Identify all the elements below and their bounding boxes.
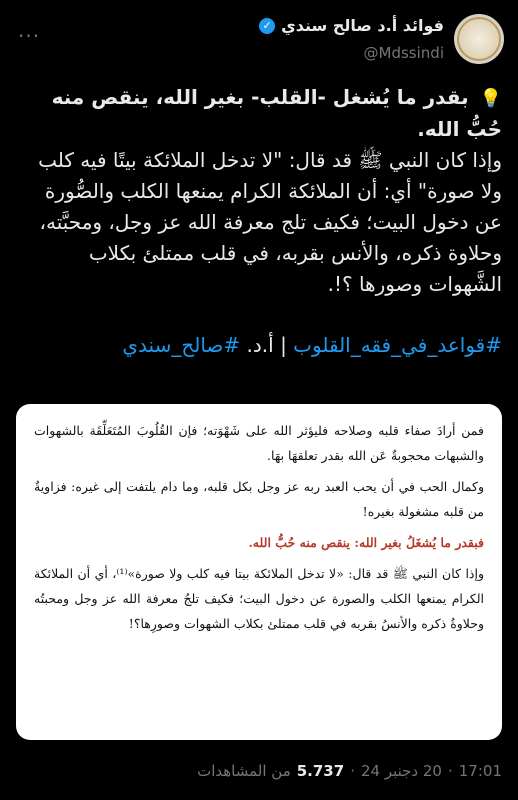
headline-text: بقدر ما يُشغل -القلب- بغير الله، ينقص منه حُبُّ الله. <box>51 85 502 141</box>
separator-dot: · <box>350 762 355 780</box>
separator-dot: · <box>447 762 453 780</box>
tweet-header <box>0 10 518 70</box>
image-paragraph: وكمال الحب في أن يحب العبد ربه عز وجل بكل قلبه، وما دام يلتفت إلى غيره: فزاويةٌ من قلبه مشغولة بغيره! <box>34 479 484 519</box>
attached-image[interactable] <box>16 404 502 740</box>
tweet-time[interactable]: 17:01 <box>458 762 502 780</box>
lightbulb-icon: 💡 <box>479 88 502 109</box>
image-highlight-line: فبقدر ما يُشغَلُ بغير الله: ينقص منه حُبُّ الله. <box>248 535 484 550</box>
tweet-text <box>14 82 502 361</box>
tweet-headline <box>14 82 502 145</box>
views-count: 5.737 <box>296 762 345 780</box>
image-paragraph: وإذا كان النبي ﷺ قد قال: «لا تدخل الملائكة بيتا فيه كلب ولا صورة»⁽¹⁾، أي أن الملائكة الكرام يمنعها الكلب والصورة عن دخول البيت؛ فكيف تلجُ معرفة الله عز وجل ومحبتُه وحلاوةُ ذكره والأنسُ بقربه في قلب ممتلئ بكلاب الشهوات وصورِها؟! <box>34 566 484 631</box>
more-options-icon[interactable]: ··· <box>18 24 41 48</box>
tweet-date[interactable]: 20 دجنبر 24 <box>360 762 442 780</box>
image-paragraph: فمن أرادَ صفاء قلبه وصلاحه فليؤثر الله على شَهْوَته؛ فإن القُلُوبَ المُتَعَلِّقَة بالشهوات والشبهات محجوبةٌ عَن الله بقدر تعلقهَا بهَا. <box>34 423 484 463</box>
tweet-paragraph: وإذا كان النبي ﷺ قد قال: "لا تدخل الملائكة بيتًا فيه كلب ولا صورة" أي: أن الملائكة الكرام يمنعها الكلب والصُّورة عن دخول البيت؛ فكيف تلج معرفة الله عز وجل، ومحبَّته، وحلاوة ذكره، والأنس بقربه، في قلب ممتلئ بكلاب الشَّهوات وصورها ؟!. <box>38 148 502 296</box>
avatar[interactable] <box>454 14 504 64</box>
views-label: من المشاهدات <box>197 762 291 780</box>
author-handle[interactable]: @Mdssindi <box>363 44 444 62</box>
avatar-logo-icon <box>457 17 501 61</box>
display-name[interactable]: فوائد أ.د صالح سندي <box>281 16 444 35</box>
hashtag-link[interactable]: #قواعد_في_فقه_القلوب <box>293 333 502 357</box>
author-name-row[interactable] <box>259 16 444 35</box>
hashtag-separator: | أ.د. <box>240 333 294 357</box>
tweet-footer <box>197 762 502 780</box>
tweet-hashtags <box>14 330 502 361</box>
verified-badge-icon: ✓ <box>259 18 275 34</box>
hashtag-link[interactable]: #صالح_سندي <box>122 333 241 357</box>
